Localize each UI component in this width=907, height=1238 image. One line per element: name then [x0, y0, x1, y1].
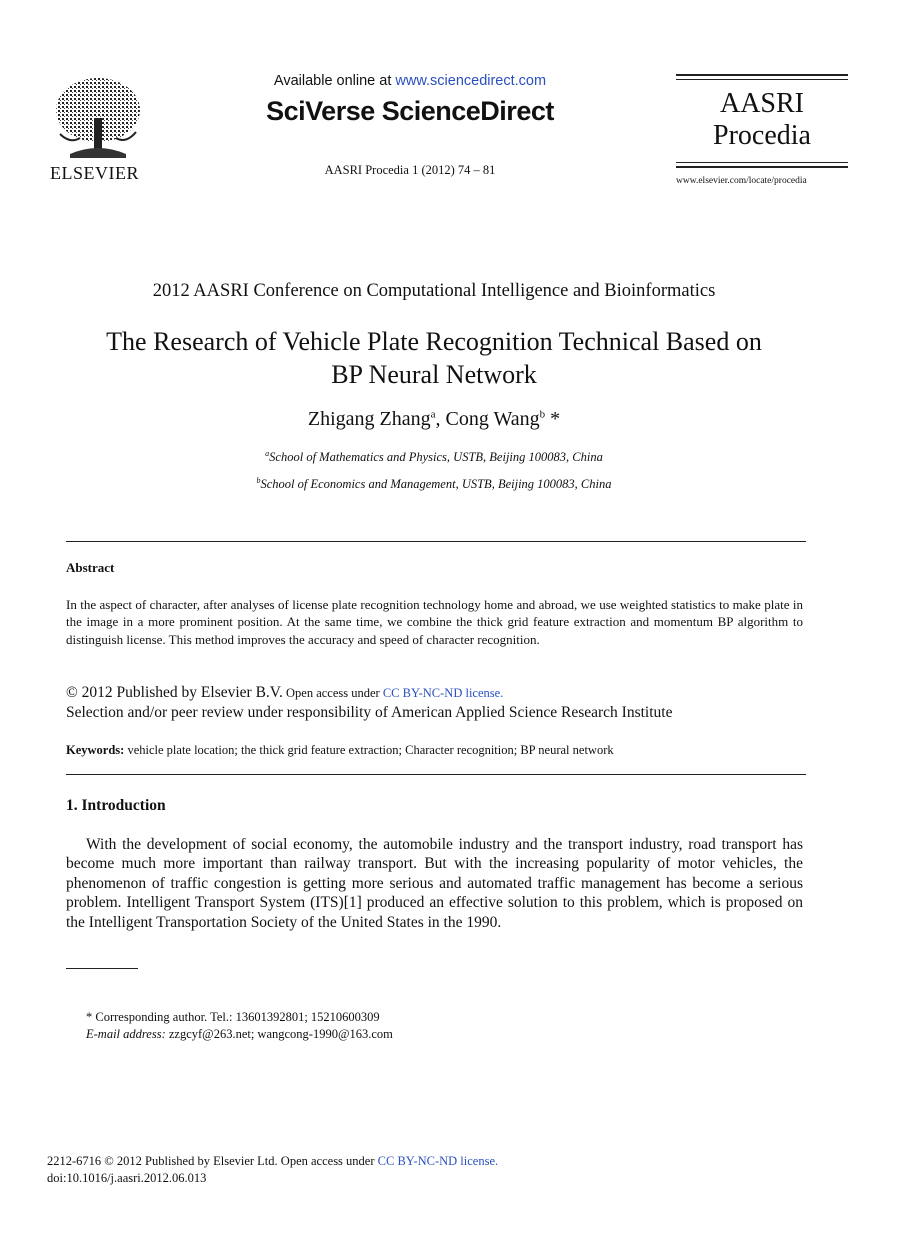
- corresponding-mark: *: [545, 408, 561, 430]
- paper-title-line2: BP Neural Network: [331, 360, 537, 389]
- abstract-rule-top: [66, 541, 806, 542]
- author-name: Zhigang Zhang: [307, 408, 431, 430]
- affiliation-a: [0, 449, 868, 465]
- journal-rule-bottom-2: [676, 166, 848, 168]
- abstract-heading: Abstract: [66, 560, 115, 575]
- keywords-label: Keywords:: [66, 743, 125, 757]
- journal-url[interactable]: www.elsevier.com/locate/procedia: [676, 176, 807, 186]
- sciencedirect-link[interactable]: www.sciencedirect.com: [395, 73, 547, 89]
- footer-license-link[interactable]: CC BY-NC-ND license.: [377, 1154, 499, 1168]
- corresponding-footnote: * Corresponding author. Tel.: 13601392801; 15210600309: [86, 1010, 380, 1024]
- journal-rule-bottom-1: [676, 162, 848, 163]
- peer-review-line: Selection and/or peer review under responsibility of American Applied Science Research Institute: [66, 704, 673, 721]
- doi-line[interactable]: doi:10.1016/j.aasri.2012.06.013: [47, 1171, 207, 1185]
- issn-line: [47, 1154, 498, 1169]
- issn-text: 2212-6716 © 2012 Published by Elsevier Ltd.: [47, 1154, 278, 1168]
- journal-rule-top-1: [676, 74, 848, 76]
- email-label: E-mail address:: [86, 1027, 166, 1041]
- abstract-rule-bottom: [66, 774, 806, 775]
- copyright-text: © 2012 Published by Elsevier B.V.: [66, 684, 283, 701]
- author-affil-sup: b: [539, 408, 546, 421]
- copyright-line: [66, 684, 806, 702]
- keywords-line: [66, 743, 806, 758]
- abstract-text: In the aspect of character, after analyses of license plate recognition technology home and abroad, we use weighted statistics to make plate in the image in a more prominent position. At the same time, we combine the thick grid feature extraction and momentum BP algorithm to distinguish license. This method improves the accuracy and speed of character recognition.: [66, 597, 803, 647]
- introduction-paragraph: With the development of social economy, the automobile industry and the transport industry, road transport has become much more important than railway transport. But with the increasing popularity of motor vehicles, the phenomenon of traffic congestion is getting more serious and automated traffic management has become a serious problem. Intelligent Transport System (ITS)[1] produced an effective solution to this problem, which is proposed on the Intelligent Transportation Society of the United States in the 1990.: [66, 836, 803, 931]
- affiliation-sup: a: [265, 449, 270, 458]
- elsevier-wordmark: ELSEVIER: [50, 163, 139, 183]
- journal-name: [676, 88, 848, 152]
- footer-open-access: Open access under: [277, 1154, 378, 1168]
- email-addresses: zzgcyf@263.net; wangcong-1990@163.com: [165, 1027, 393, 1041]
- affiliation-text: School of Economics and Management, USTB, Beijing 100083, China: [260, 477, 612, 492]
- footnote-rule: [66, 968, 138, 969]
- affiliation-b: [0, 476, 868, 492]
- author-list: [0, 408, 868, 431]
- affiliation-text: School of Mathematics and Physics, USTB, Beijing 100083, China: [269, 450, 603, 465]
- conference-name: 2012 AASRI Conference on Computational Intelligence and Bioinformatics: [152, 281, 716, 301]
- author-affil-sup: a: [430, 408, 436, 421]
- affiliation-sup: b: [256, 476, 261, 485]
- license-link[interactable]: CC BY-NC-ND license.: [382, 686, 504, 700]
- paper-title-line1: The Research of Vehicle Plate Recognition Technical Based on: [106, 327, 762, 356]
- open-access-text: Open access under: [282, 686, 383, 700]
- journal-rule-top-2: [676, 79, 848, 80]
- paper-title: [0, 325, 868, 391]
- journal-citation: AASRI Procedia 1 (2012) 74 – 81: [324, 163, 496, 177]
- keywords-text: vehicle plate location; the thick grid feature extraction; Character recognition; BP neural network: [124, 743, 614, 757]
- author-name: Cong Wang: [445, 408, 540, 430]
- section-heading-introduction: 1. Introduction: [66, 797, 166, 814]
- author-separator: ,: [435, 408, 446, 430]
- journal-name-line2: Procedia: [713, 120, 811, 151]
- sciverse-brand: SciVerse ScienceDirect: [266, 96, 554, 126]
- journal-name-line1: AASRI: [719, 88, 804, 119]
- available-online-prefix: Available online at: [273, 73, 396, 89]
- email-footnote: [86, 1027, 393, 1042]
